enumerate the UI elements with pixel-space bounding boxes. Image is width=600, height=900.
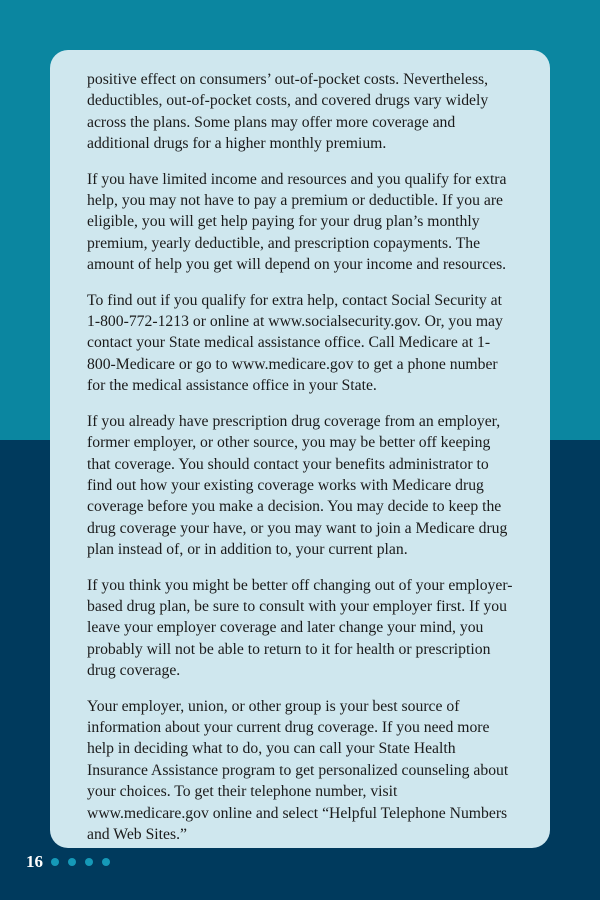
paragraph-employer-plan: If you think you might be better off changing out of your employer-based drug plan, be sure to consult with your employer first. If you leave your employer coverage and later change your mind, you probably will not be able to return to it for health or prescription drug coverage.	[87, 576, 513, 680]
paragraph-extra-help: If you have limited income and resources and you qualify for extra help, you may not have to pay a premium or deductible. If you are eligible, you will get help paying for your drug plan’s monthly premium, yearly deductible, and prescription copayments. The amount of help you get will depend on your income and resources.	[87, 170, 507, 274]
decorative-dot-icon	[85, 858, 93, 866]
paragraph-existing-coverage: If you already have prescription drug coverage from an employer, former employer, or other source, you may be better off keeping that coverage. You should contact your benefits administrator to find out how your existing coverage works with Medicare drug coverage before you make a decision. You may decide to keep the drug coverage your have, or you may want to join a Medicare drug plan instead of, or in addition to, your current plan.	[87, 412, 508, 559]
page-number: 16	[26, 852, 43, 871]
paragraph-qualify-contact: To find out if you qualify for extra help, contact Social Security at 1-800-772-1213 or online at www.socialsecurity.gov. Or, you may contact your State medical assistance office. Call Medicare at 1-800-Medicare or go to www.medicare.gov to get a phone number for the medical assistance office in your State.	[87, 291, 503, 395]
paragraph-best-source: Your employer, union, or other group is your best source of information about your current drug coverage. If you need more help in deciding what to do, you can call your State Health Insurance Assistance program to get personalized counseling about your choices. To get their telephone number, visit www.medicare.gov online and select “Helpful Telephone Numbers and Web Sites.”	[87, 697, 509, 843]
decorative-dot-icon	[51, 858, 59, 866]
paragraph-costs: positive effect on consumers’ out-of-pocket costs. Nevertheless, deductibles, out-of-pocket costs, and covered drugs vary widely across the plans. Some plans may offer more coverage and additional drugs for a higher monthly premium.	[87, 71, 489, 153]
decorative-dot-icon	[68, 858, 76, 866]
page-footer	[26, 848, 119, 876]
content-card	[50, 50, 550, 848]
decorative-dot-icon	[102, 858, 110, 866]
